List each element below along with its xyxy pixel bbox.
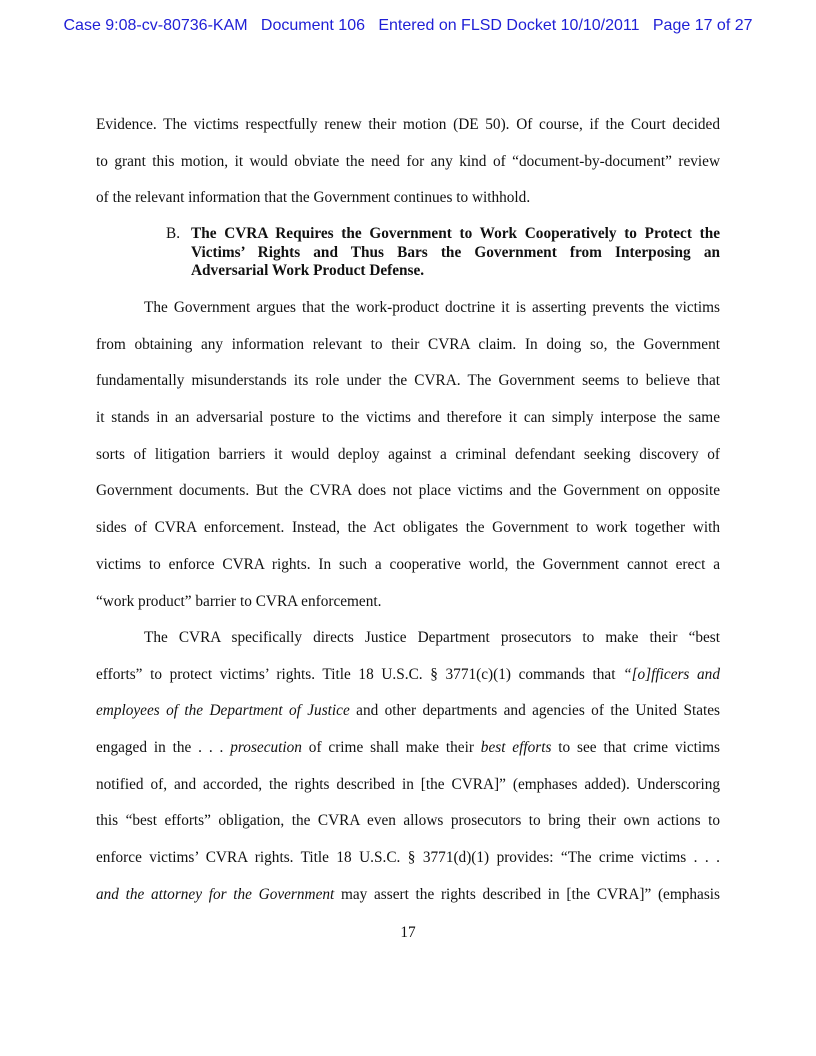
text-line: sides of CVRA enforcement. Instead, the Act obligates the Government to work together with [96, 519, 720, 537]
text-line: victims to enforce CVRA rights. In such a cooperative world, the Government cannot erect a [96, 555, 720, 573]
page-number: 17 [400, 924, 416, 941]
text-run: engaged in the . . . [96, 739, 231, 757]
text-line [96, 693, 720, 730]
heading-line: Adversarial Work Product Defense. [191, 262, 425, 279]
document-number: Document 106 [260, 17, 365, 34]
text-line: enforce victims’ CVRA rights. Title 18 U.S.C. § 3771(d)(1) provides: “The crime victims . . . [96, 849, 720, 867]
docket-header [0, 17, 816, 35]
emphasis-run: prosecution [230, 739, 302, 757]
text-line: to grant this motion, it would obviate the need for any kind of “document-by-document” review [96, 152, 720, 170]
text-run: may assert the rights described in [the CVRA]” (emphasis [334, 885, 720, 903]
paragraph-work-product [96, 290, 720, 620]
text-run: efforts” to protect victims’ rights. Title 18 U.S.C. § 3771(c)(1) commands that [96, 665, 624, 683]
case-number: Case 9:08-cv-80736-KAM [63, 17, 248, 34]
text-line: Evidence. The victims respectfully renew their motion (DE 50). Of course, if the Court decided [96, 116, 720, 133]
text-line: notified of, and accorded, the rights described in [the CVRA]” (emphases added). Underscoring [96, 775, 720, 793]
text-line [96, 730, 720, 767]
paragraph-best-efforts [96, 620, 720, 914]
text-line: fundamentally misunderstands its role under the CVRA. The Government seems to believe that [96, 372, 720, 390]
text-line: of the relevant information that the Government continues to withhold. [96, 189, 531, 207]
text-line: this “best efforts” obligation, the CVRA even allows prosecutors to bring their own actions to [96, 812, 720, 830]
emphasis-run: best efforts [480, 739, 552, 757]
text-line: The CVRA specifically directs Justice Department prosecutors to make their “best [144, 629, 720, 646]
heading-line: The CVRA Requires the Government to Work Cooperatively to Protect the [191, 225, 720, 242]
text-line: “work product” barrier to CVRA enforcement. [96, 592, 382, 610]
text-line: it stands in an adversarial posture to the victims and therefore it can simply interpose the same [96, 409, 720, 427]
text-line: from obtaining any information relevant to their CVRA claim. In doing so, the Government [96, 335, 720, 353]
section-letter: B. [166, 225, 181, 242]
section-heading-b [166, 225, 720, 281]
text-line: Government documents. But the CVRA does not place victims and the Government on opposite [96, 482, 720, 500]
paragraph-continuation [96, 107, 720, 217]
text-line [96, 657, 720, 694]
text-run: to see that crime victims [551, 739, 720, 757]
emphasis-run: “[o]fficers and [623, 665, 720, 683]
emphasis-run: employees of the Department of Justice [96, 702, 350, 720]
text-line [96, 877, 720, 914]
entered-docket: Entered on FLSD Docket 10/10/2011 [378, 17, 640, 34]
emphasis-run: and the attorney for the Government [96, 885, 335, 903]
text-run: of crime shall make their [301, 739, 481, 757]
page-of-pages: Page 17 of 27 [652, 17, 753, 34]
text-line: The Government argues that the work-product doctrine it is asserting prevents the victims [144, 299, 720, 316]
text-line: sorts of litigation barriers it would deploy against a criminal defendant seeking discovery of [96, 445, 720, 463]
heading-line: Victims’ Rights and Thus Bars the Government from Interposing an [191, 243, 720, 261]
text-run: and other departments and agencies of the United States [349, 702, 720, 720]
